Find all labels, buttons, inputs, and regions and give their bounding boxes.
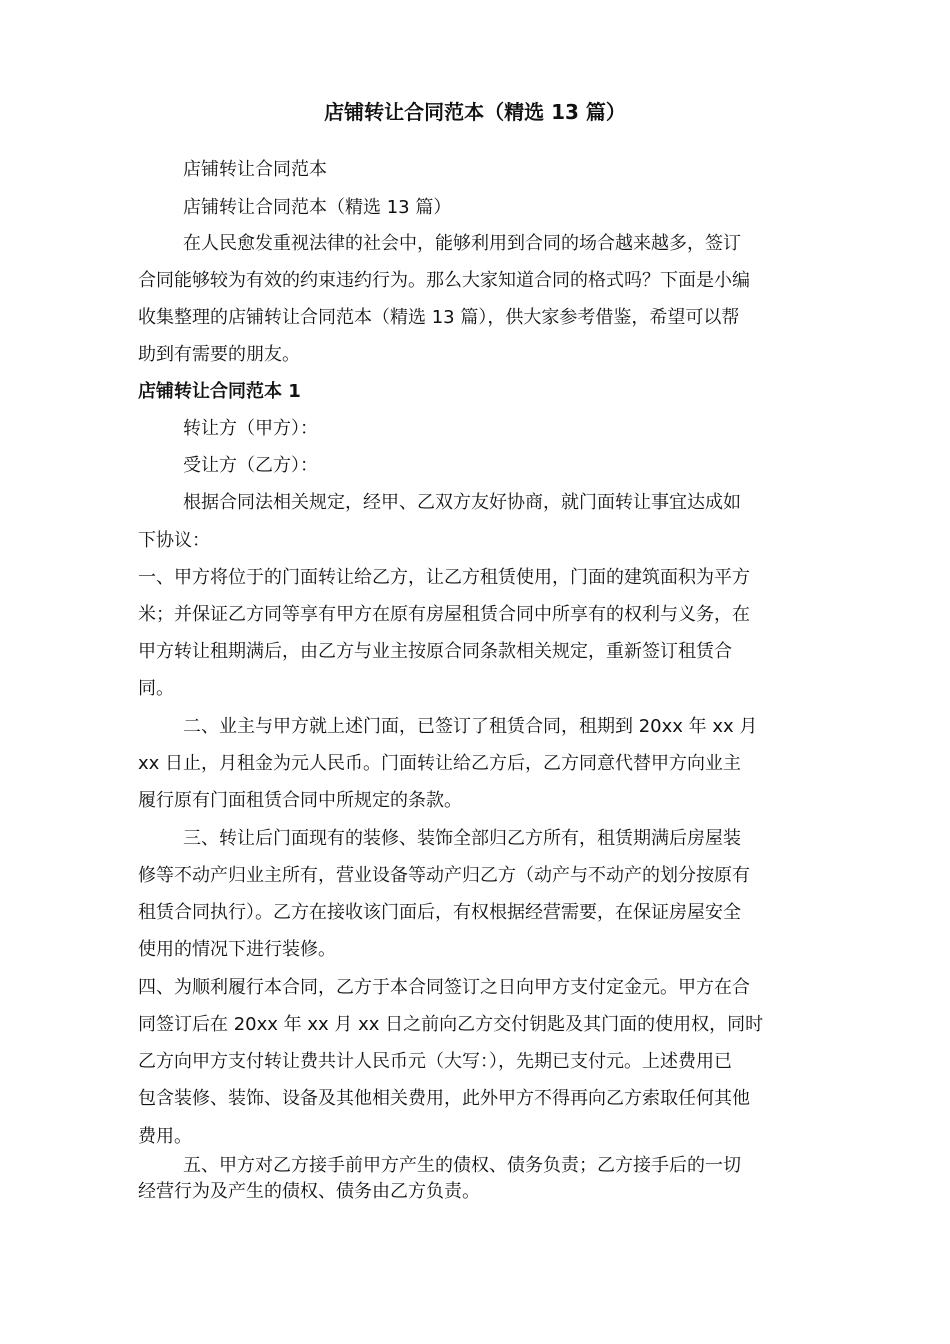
- preamble-line: 下协议：: [138, 530, 210, 551]
- clause-5-line: 经营行为及产生的债权、债务由乙方负责。: [138, 1181, 480, 1202]
- clause-4-line: 费用。: [138, 1126, 192, 1147]
- intro-paragraph-line: 在人民愈发重视法律的社会中，能够利用到合同的场合越来越多，签订: [183, 233, 741, 254]
- document-title: 店铺转让合同范本（精选 13 篇）: [324, 100, 626, 124]
- clause-3-line: 使用的情况下进行装修。: [138, 939, 336, 960]
- intro-paragraph-line: 助到有需要的朋友。: [138, 344, 300, 365]
- clause-1-line: 米；并保证乙方同等享有甲方在原有房屋租赁合同中所享有的权利与义务，在: [138, 604, 750, 625]
- clause-1-line: 甲方转让租期满后，由乙方与业主按原合同条款相关规定，重新签订租赁合: [138, 641, 732, 662]
- clause-3-line: 租赁合同执行）。乙方在接收该门面后，有权根据经营需要，在保证房屋安全: [138, 902, 741, 923]
- subtitle-line: 店铺转让合同范本（精选 13 篇）: [183, 197, 452, 218]
- party-line: 受让方（乙方）：: [183, 455, 318, 476]
- intro-paragraph-line: 合同能够较为有效的约束违约行为。那么大家知道合同的格式吗？下面是小编: [138, 270, 750, 291]
- clause-1-line: 同。: [138, 678, 174, 699]
- intro-paragraph-line: 收集整理的店铺转让合同范本（精选 13 篇），供大家参考借鉴，希望可以帮: [138, 307, 740, 328]
- subtitle-line: 店铺转让合同范本: [183, 159, 327, 180]
- party-line: 转让方（甲方）：: [183, 418, 318, 439]
- clause-1-line: 一、甲方将位于的门面转让给乙方，让乙方租赁使用，门面的建筑面积为平方: [138, 567, 750, 588]
- clause-3-line: 三、转让后门面现有的装修、装饰全部归乙方所有，租赁期满后房屋装: [183, 828, 741, 849]
- preamble-line: 根据合同法相关规定，经甲、乙双方友好协商，就门面转让事宜达成如: [183, 492, 741, 513]
- clause-4-line: 同签订后在 20xx 年 xx 月 xx 日之前向乙方交付钥匙及其门面的使用权，同时: [138, 1014, 764, 1035]
- clause-2-line: xx 日止，月租金为元人民币。门面转让给乙方后，乙方同意代替甲方向业主: [138, 753, 742, 774]
- clause-2-line: 二、业主与甲方就上述门面，已签订了租赁合同，租期到 20xx 年 xx 月: [183, 716, 758, 737]
- clause-5-line: 五、甲方对乙方接手前甲方产生的债权、债务负责；乙方接手后的一切: [183, 1155, 741, 1176]
- clause-2-line: 履行原有门面租赁合同中所规定的条款。: [138, 790, 462, 811]
- clause-4-line: 乙方向甲方支付转让费共计人民币元（大写：），先期已支付元。上述费用已: [138, 1051, 732, 1072]
- clause-3-line: 修等不动产归业主所有，营业设备等动产归乙方（动产与不动产的划分按原有: [138, 865, 750, 886]
- clause-4-line: 四、为顺利履行本合同，乙方于本合同签订之日向甲方支付定金元。甲方在合: [138, 977, 750, 998]
- section-heading: 店铺转让合同范本 1: [138, 381, 301, 402]
- clause-4-line: 包含装修、装饰、设备及其他相关费用，此外甲方不得再向乙方索取任何其他: [138, 1088, 750, 1109]
